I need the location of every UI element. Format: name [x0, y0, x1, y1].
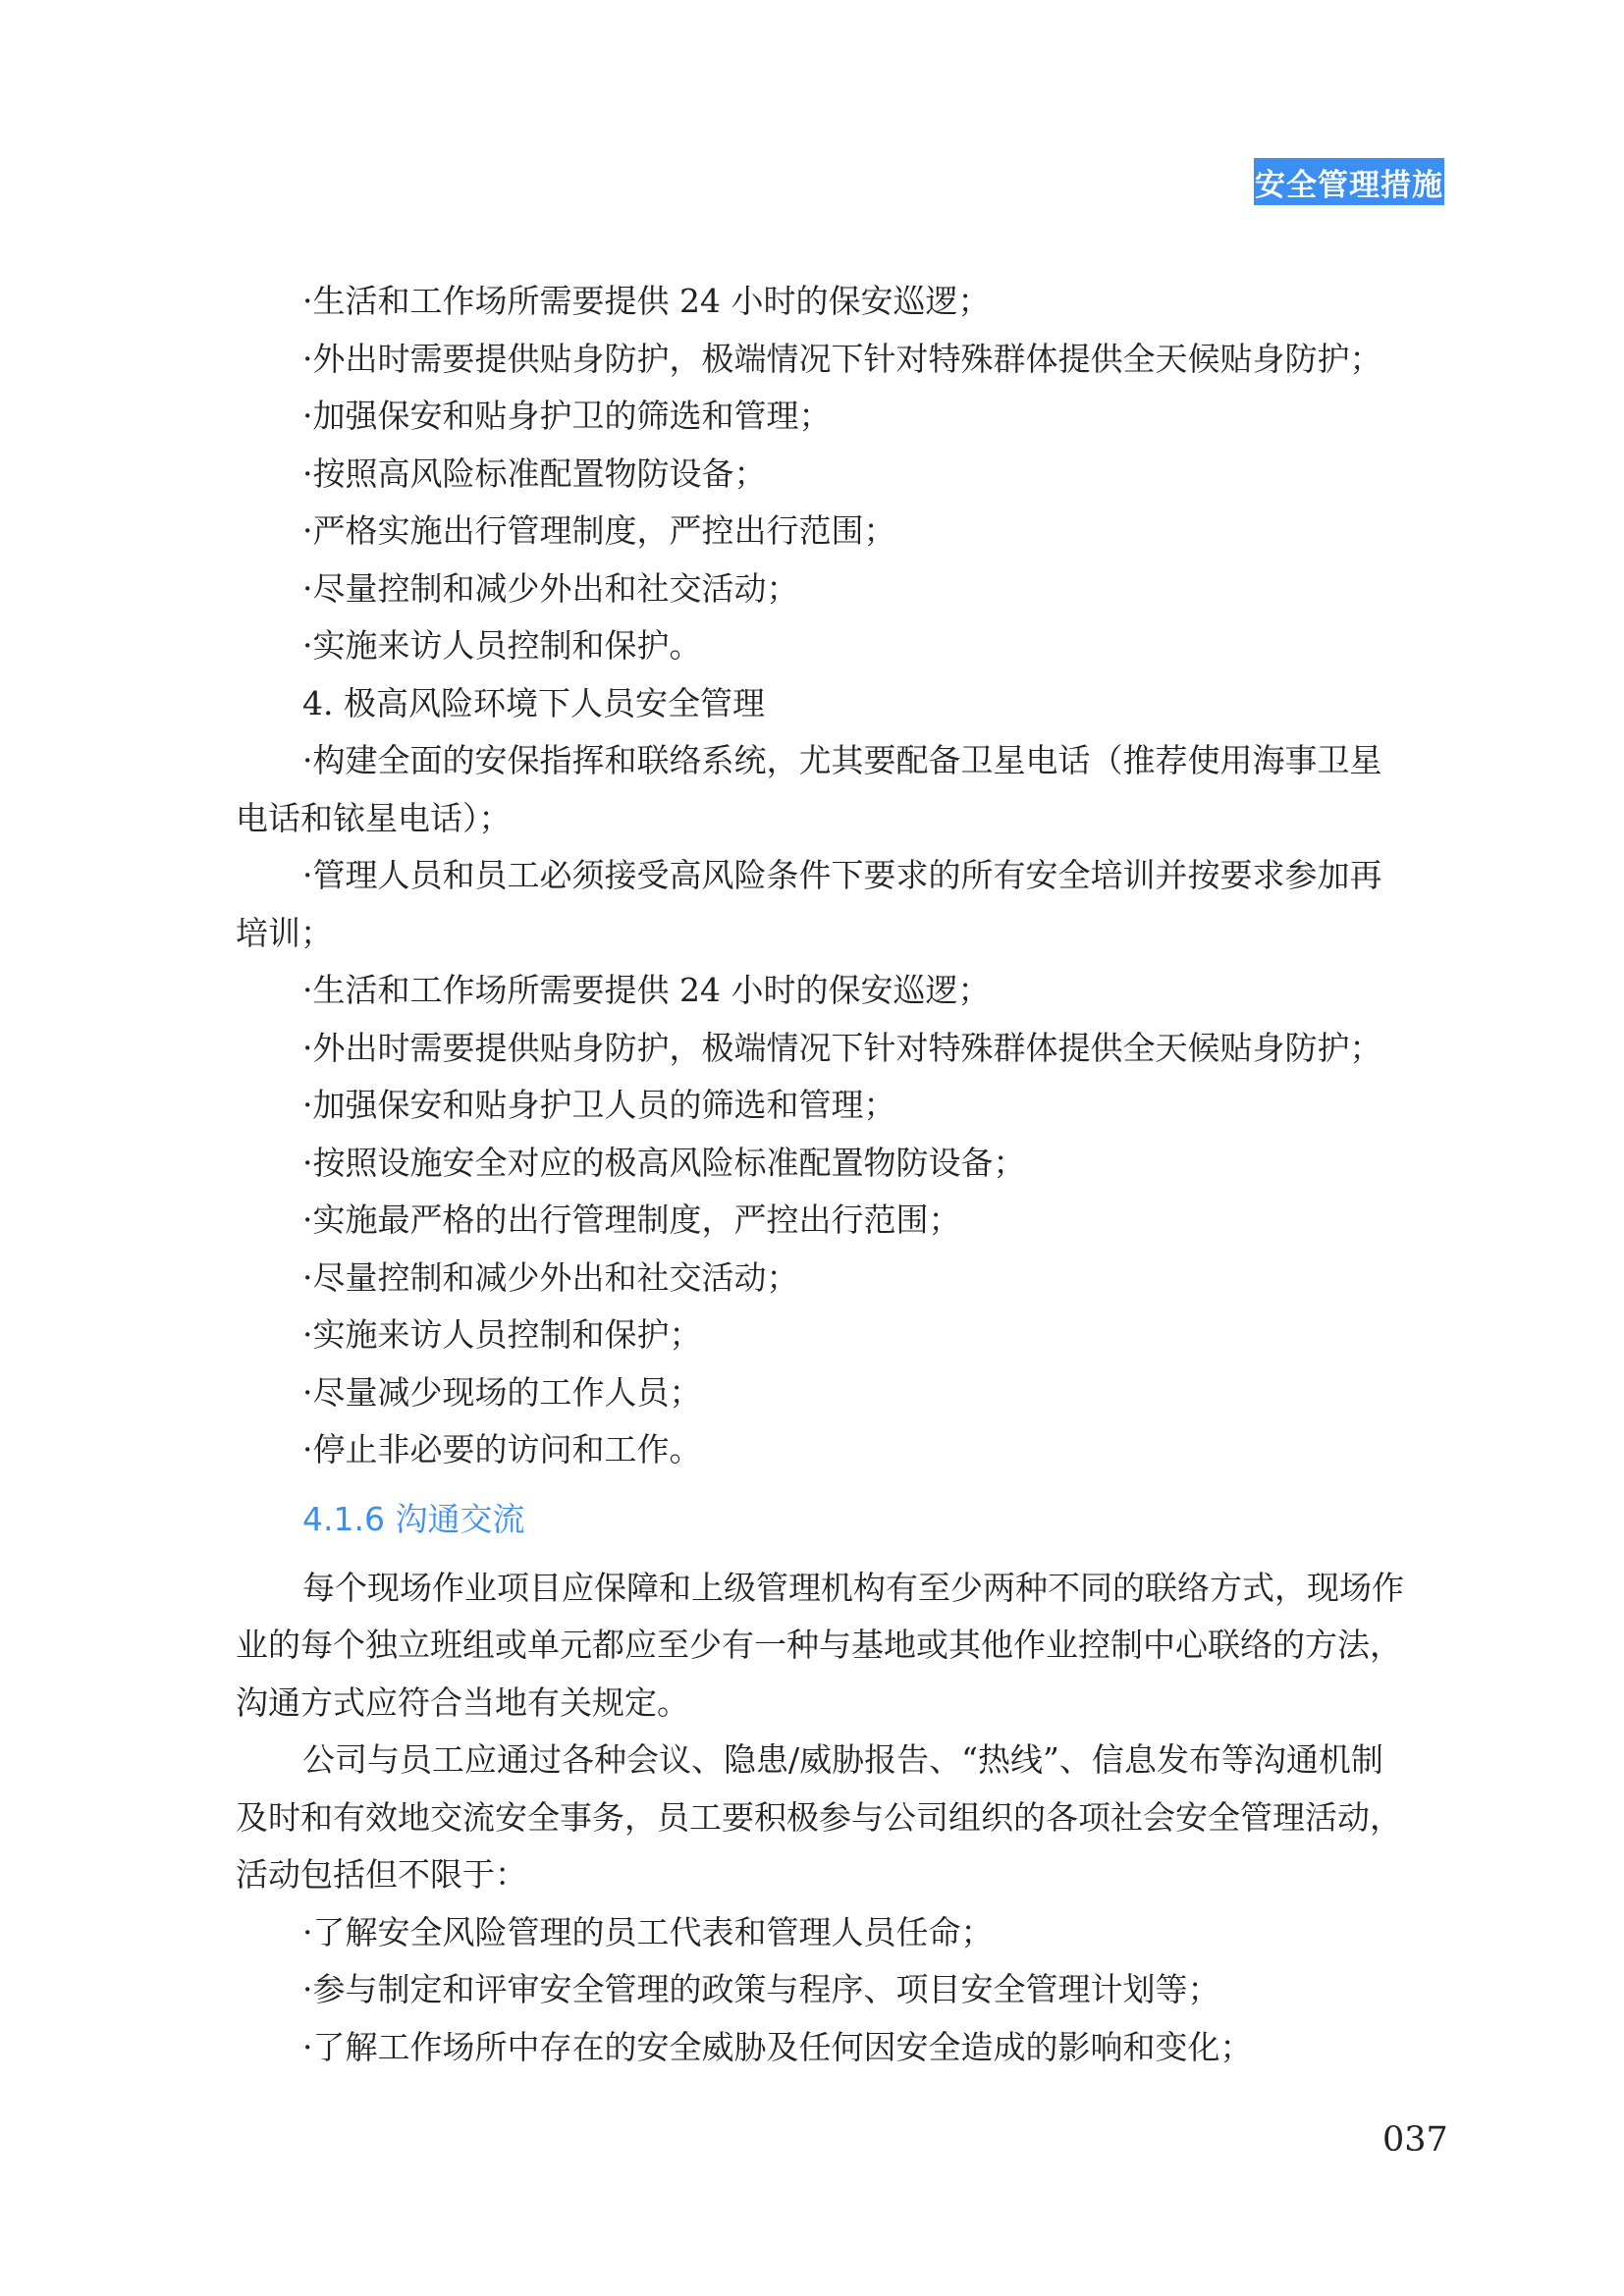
- bullet-list-extreme-risk: [236, 962, 1445, 1479]
- bullet-list-activities: [236, 1904, 1445, 2077]
- list-item: ·尽量减少现场的工作人员；: [302, 1372, 702, 1412]
- list-item-line: ·构建全面的安保指挥和联络系统，尤其要配备卫星电话（推荐使用海事卫星: [302, 741, 1382, 779]
- paragraph-line: 沟通方式应符合当地有关规定。: [236, 1682, 689, 1722]
- list-item: ·了解工作场所中存在的安全威胁及任何因安全造成的影响和变化；: [302, 2027, 1253, 2066]
- list-item-wrapped: [236, 732, 1445, 847]
- page-number: 037: [1382, 2120, 1448, 2160]
- paragraph-line: 公司与员工应通过各种会议、隐患/威胁报告、“热线”、信息发布等沟通机制: [302, 1740, 1383, 1779]
- list-item: ·加强保安和贴身护卫的筛选和管理；: [302, 397, 832, 435]
- list-item: ·加强保安和贴身护卫人员的筛选和管理；: [302, 1086, 896, 1124]
- list-item-wrapped: [236, 847, 1445, 962]
- list-item: ·外出时需要提供贴身防护，极端情况下针对特殊群体提供全天候贴身防护；: [302, 1028, 1382, 1067]
- paragraph: [236, 1560, 1445, 1733]
- list-item: ·生活和工作场所需要提供 24 小时的保安巡逻；: [302, 971, 991, 1009]
- section-heading: 4.1.6 沟通交流: [302, 1499, 525, 1538]
- chapter-tag: 安全管理措施: [1254, 158, 1444, 205]
- paragraph-line: 及时和有效地交流安全事务，员工要积极参与公司组织的各项社会安全管理活动，: [236, 1797, 1402, 1837]
- list-item-line: 电话和铱星电话）；: [236, 798, 512, 837]
- list-item: ·参与制定和评审安全管理的政策与程序、项目安全管理计划等；: [302, 1970, 1220, 2008]
- list-item: ·实施最严格的出行管理制度，严控出行范围；: [302, 1201, 961, 1239]
- list-item-line: ·管理人员和员工必须接受高风险条件下要求的所有安全培训并按要求参加再: [302, 856, 1382, 894]
- list-item-line: 培训；: [236, 913, 333, 952]
- page-content: [236, 273, 1445, 2076]
- paragraph: [236, 1732, 1445, 1904]
- paragraph-line: 每个现场作业项目应保障和上级管理机构有至少两种不同的联络方式，现场作: [302, 1568, 1404, 1607]
- list-item: ·实施来访人员控制和保护；: [302, 1315, 702, 1354]
- list-item: ·停止非必要的访问和工作。: [302, 1430, 702, 1468]
- subheading: 4. 极高风险环境下人员安全管理: [302, 683, 765, 722]
- list-item: ·外出时需要提供贴身防护，极端情况下针对特殊群体提供全天候贴身防护；: [302, 339, 1382, 378]
- list-item: ·生活和工作场所需要提供 24 小时的保安巡逻；: [302, 282, 991, 320]
- list-item: ·了解安全风险管理的员工代表和管理人员任命；: [302, 1912, 994, 1951]
- paragraph-line: 业的每个独立班组或单元都应至少有一种与基地或其他作业控制中心联络的方法，: [236, 1626, 1402, 1664]
- list-item: ·严格实施出行管理制度，严控出行范围；: [302, 511, 896, 550]
- bullet-list-high-risk: [236, 273, 1445, 675]
- list-item: ·按照高风险标准配置物防设备；: [302, 454, 767, 493]
- list-item: ·实施来访人员控制和保护。: [302, 626, 702, 665]
- paragraph-line: 活动包括但不限于：: [236, 1855, 527, 1894]
- list-item: ·按照设施安全对应的极高风险标准配置物防设备；: [302, 1143, 1026, 1182]
- list-item: ·尽量控制和减少外出和社交活动；: [302, 568, 799, 608]
- list-item: ·尽量控制和减少外出和社交活动；: [302, 1257, 799, 1297]
